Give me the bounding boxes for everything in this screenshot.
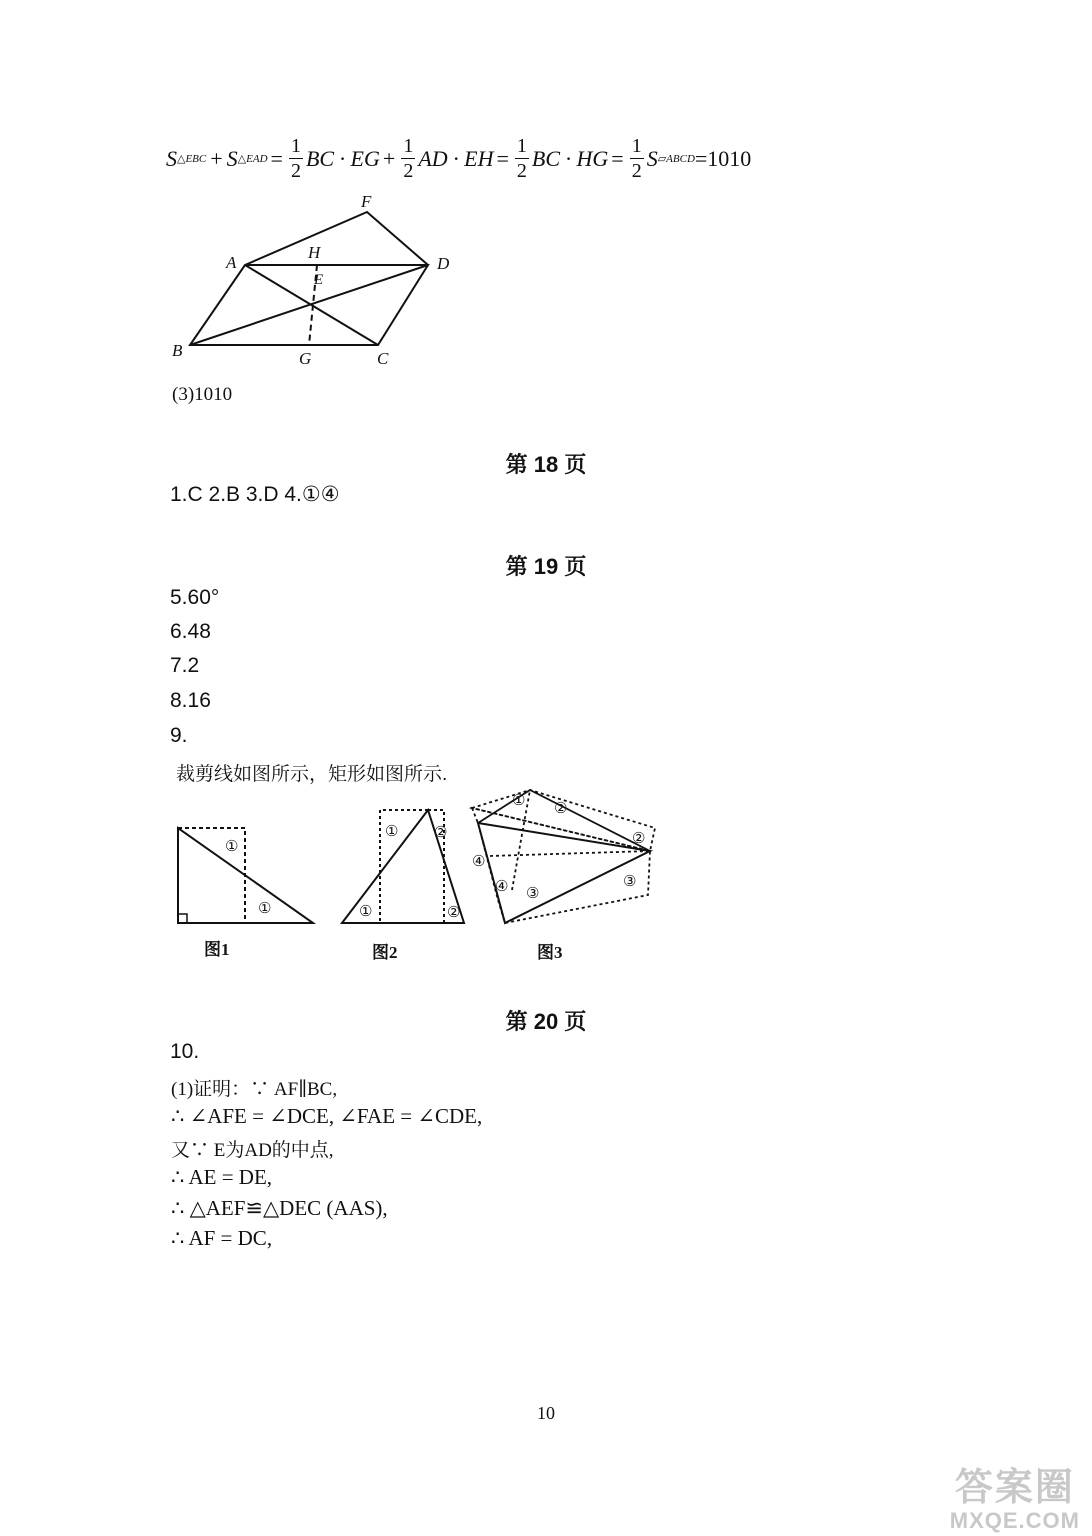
fraction-1 xyxy=(289,136,303,181)
formula-s1-sub: △EBC xyxy=(177,153,207,165)
formula-plus2: + xyxy=(382,145,396,171)
label-c: C xyxy=(377,349,389,368)
proof-line: 又∵ E为AD的中点, xyxy=(171,1140,334,1161)
fig3-dotted-line xyxy=(490,851,650,856)
proof-line: ∴ AF = DC, xyxy=(171,1226,273,1250)
fraction-4-num: 1 xyxy=(631,135,642,157)
fig1-caption: 图1 xyxy=(204,940,230,959)
fraction-1-num: 1 xyxy=(290,135,301,157)
fig1-mark: ① xyxy=(225,839,239,855)
fig3-mark: ② xyxy=(554,801,568,817)
fig3-dotted-rect xyxy=(472,808,650,923)
right-angle-mark xyxy=(178,914,187,923)
answer-line: 9. xyxy=(170,724,188,747)
answer-line: 7.2 xyxy=(170,654,200,677)
fig3-mark: ① xyxy=(512,793,526,809)
section-heading-p20: 第 20 页 xyxy=(505,1009,587,1034)
fig2-mark: ② xyxy=(447,905,461,921)
formula-s1: S xyxy=(166,145,177,171)
proof-line: ∴ ∠AFE = ∠DCE, ∠FAE = ∠CDE, xyxy=(171,1104,483,1128)
watermark-bottom: MXQE.COM xyxy=(949,1507,1080,1533)
segment-bd xyxy=(190,265,428,345)
fig3-mark: ② xyxy=(632,831,646,847)
section-heading-p19: 第 19 页 xyxy=(505,554,587,579)
label-h: H xyxy=(308,243,321,262)
fraction-2-den: 2 xyxy=(403,160,414,182)
fraction-3-num: 1 xyxy=(516,135,527,157)
formula-s3-sub: ▱ABCD xyxy=(657,153,695,165)
fig3-flap xyxy=(478,790,650,851)
formula-s2: S xyxy=(226,145,238,171)
fig2-caption: 图2 xyxy=(372,943,398,962)
fig3-mark: ④ xyxy=(472,854,486,870)
fraction-2 xyxy=(401,136,415,181)
answer-line: 8.16 xyxy=(170,689,211,712)
fraction-1-den: 2 xyxy=(290,160,301,182)
fraction-3 xyxy=(515,136,529,181)
label-a: A xyxy=(226,253,237,272)
answer-line: 6.48 xyxy=(170,620,211,643)
triangle-afd xyxy=(245,212,428,265)
label-b: B xyxy=(172,341,183,360)
answer-line: 5.60° xyxy=(170,586,220,609)
proof-line: ∴ AE = DE, xyxy=(171,1165,273,1189)
fig3-mark: ③ xyxy=(526,886,540,902)
proof-line: (1)证明：∵ AF∥BC, xyxy=(171,1079,338,1100)
label-f: F xyxy=(361,192,372,211)
label-d: D xyxy=(437,254,450,273)
formula-eq2: = xyxy=(496,145,509,171)
page-number: 10 xyxy=(537,1403,555,1423)
formula-term1: BC · EG xyxy=(305,145,380,171)
fig2-mark: ① xyxy=(359,904,373,920)
answer-3: (3)1010 xyxy=(172,384,233,405)
label-e: E xyxy=(314,272,324,288)
fig3-caption: 图3 xyxy=(537,943,563,962)
formula-s2-sub: △EAD xyxy=(237,153,268,165)
fig3-mark: ③ xyxy=(623,874,637,890)
area-formula xyxy=(166,136,751,181)
formula-term3: BC · HG xyxy=(531,145,609,171)
fraction-2-num: 1 xyxy=(403,135,414,157)
watermark-logo xyxy=(950,1469,1080,1532)
section-heading-p18: 第 18 页 xyxy=(505,452,587,477)
formula-result: =1010 xyxy=(694,145,752,171)
answer-line: 裁剪线如图所示，矩形如图所示. xyxy=(176,764,448,785)
fraction-4-den: 2 xyxy=(631,160,642,182)
fraction-3-den: 2 xyxy=(516,160,527,182)
fig3-dotted-top xyxy=(472,790,655,851)
watermark-top: 答案圈 xyxy=(954,1467,1075,1510)
proof-line: ∴ △AEF≌△DEC (AAS), xyxy=(171,1196,388,1220)
formula-term2: AD · EH xyxy=(418,145,494,171)
fraction-4 xyxy=(630,136,644,181)
fig2-mark: ① xyxy=(385,824,399,840)
fig3-mark: ④ xyxy=(495,879,509,895)
formula-eq1: = xyxy=(270,145,283,171)
label-g: G xyxy=(299,349,312,368)
cut-figure-1 xyxy=(165,815,325,935)
answer-line: 1.C 2.B 3.D 4.①④ xyxy=(170,483,340,506)
cut-figure-3 xyxy=(465,780,665,935)
fig1-mark: ① xyxy=(258,901,272,917)
fig2-mark: ② xyxy=(434,825,448,841)
cut-figure-2 xyxy=(335,800,475,935)
answer-line: 10. xyxy=(170,1040,200,1063)
parallelogram-figure xyxy=(160,185,480,375)
formula-s3: S xyxy=(646,145,658,171)
formula-plus1: + xyxy=(210,145,223,171)
formula-eq3: = xyxy=(611,145,624,171)
